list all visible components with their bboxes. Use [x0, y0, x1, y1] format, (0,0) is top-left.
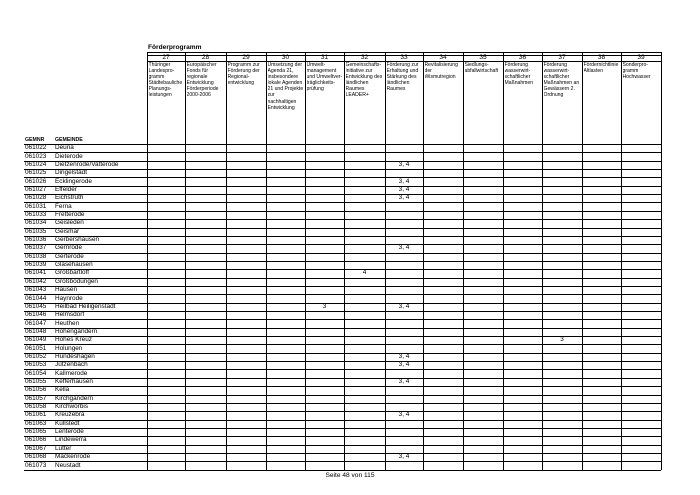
- table-row-line: [24, 378, 661, 379]
- table-row-line: [24, 152, 661, 153]
- cell-value: 3: [560, 336, 564, 344]
- municipality-code: 061052: [25, 352, 47, 360]
- municipality-code: 061024: [25, 160, 47, 168]
- table-row-line: [24, 319, 661, 320]
- program-description: Umwelt-management und Umweltver-träglichkeits-prüfung: [306, 62, 343, 93]
- municipality-name: Kella: [55, 386, 70, 394]
- cell-value: 3, 4: [398, 352, 410, 360]
- column-divider: [661, 52, 662, 470]
- table-row-line: [24, 453, 661, 454]
- municipality-code: 061031: [25, 202, 47, 210]
- cell-value: 3, 4: [398, 160, 410, 168]
- program-description: Programm zur Förderung der Regional-entwicklung: [227, 62, 260, 87]
- program-number: 30: [281, 54, 290, 62]
- municipality-name: Jützenbach: [55, 361, 88, 369]
- program-number: 32: [360, 54, 369, 62]
- municipality-code: 061043: [25, 286, 47, 294]
- municipality-name: Dingelstädt: [55, 169, 87, 177]
- municipality-name: Holungen: [55, 344, 83, 352]
- cell-value: 3, 4: [398, 453, 410, 461]
- table-row-line: [24, 361, 661, 362]
- municipality-name: Glasehausen: [55, 261, 93, 269]
- cell-value: 3, 4: [398, 185, 410, 193]
- table-row-line: [24, 403, 661, 404]
- municipality-code: 061068: [25, 453, 47, 461]
- municipality-name: Ecklingerode: [55, 177, 92, 185]
- municipality-code: 061042: [25, 277, 47, 285]
- municipality-code: 061054: [25, 369, 47, 377]
- municipality-code: 061037: [25, 244, 47, 252]
- program-number: 35: [479, 54, 487, 62]
- municipality-name: Kallmerode: [55, 369, 88, 377]
- table-row-line: [24, 294, 661, 295]
- cell-value: 3, 4: [398, 302, 410, 310]
- municipality-name: Lutter: [55, 444, 72, 452]
- program-number: 29: [242, 54, 250, 62]
- table-row-line: [24, 269, 661, 270]
- municipality-code: 061044: [25, 294, 47, 302]
- table-row-line: [24, 344, 661, 345]
- header-top-line: [147, 52, 661, 53]
- municipality-name: Lenterode: [55, 428, 84, 436]
- municipality-name: Gernrode: [55, 244, 82, 252]
- cell-value: 3, 4: [398, 177, 410, 185]
- municipality-name: Heuthen: [55, 319, 80, 327]
- municipality-name: Kefferhausen: [55, 378, 93, 385]
- cell-value: 3, 4: [398, 411, 410, 419]
- program-description: Revitalisierung der Wismutregion: [424, 62, 458, 81]
- program-description: Fördernichtlinie Altlasten: [583, 62, 619, 75]
- municipality-code: 061034: [25, 219, 47, 227]
- program-number: 31: [320, 54, 329, 62]
- program-number: 33: [400, 54, 408, 62]
- municipality-code: 061058: [25, 403, 47, 411]
- municipality-code: 061066: [25, 436, 47, 444]
- program-number: 39: [637, 54, 645, 62]
- table-row-line: [24, 369, 661, 370]
- municipality-code: 061049: [25, 336, 47, 344]
- municipality-code: 061065: [25, 428, 47, 436]
- table-row-line: [24, 244, 661, 245]
- table-row-line: [24, 395, 661, 396]
- program-description: Gemeinschafts-initiative zur Entwicklung des ländlichen Raumes LEADER+: [345, 62, 383, 99]
- municipality-code: 061039: [25, 261, 47, 269]
- municipality-name: Gerbershausen: [55, 236, 100, 244]
- municipality-name: Geismar: [55, 227, 80, 235]
- municipality-name: Dieterode: [55, 152, 83, 160]
- header-bottom-line: [24, 144, 661, 145]
- table-row-line: [24, 169, 661, 170]
- table-row-line: [24, 228, 661, 229]
- program-number: 27: [162, 54, 170, 62]
- municipality-name: Eichstruth: [55, 194, 84, 202]
- municipality-code: 061073: [25, 461, 47, 469]
- program-description: Förderung zur Erhaltung und Stärkung des ländlichen Raumes: [386, 62, 419, 93]
- program-description: Europäischer Fonds für regionale Entwicklung Förderperiode 2000-2006: [186, 62, 219, 99]
- table-row-line: [24, 253, 661, 254]
- municipality-name: Neustadt: [55, 461, 81, 469]
- table-row-line: [24, 261, 661, 262]
- municipality-name: Hohes Kreuz: [55, 336, 92, 344]
- municipality-code: 061057: [25, 394, 47, 402]
- program-description: Umsetzung der Agenda 21, insbesondere lokale Agenden 21 und Projekte zur nachhaltigen Entwicklung: [267, 62, 304, 111]
- table-row-line: [24, 161, 661, 162]
- municipality-name: Helmsdorf: [55, 311, 85, 319]
- municipality-name: Kirchworbis: [55, 403, 89, 411]
- municipality-code: 061038: [25, 252, 47, 260]
- table-row-line: [24, 236, 661, 237]
- municipality-code: 061067: [25, 444, 47, 452]
- cell-value: 3, 4: [398, 244, 410, 252]
- municipality-code: 061041: [25, 269, 47, 277]
- column-header-name: GEMEINDE: [55, 136, 83, 143]
- municipality-name: Hohengandern: [55, 327, 98, 335]
- cell-value: 4: [362, 269, 367, 277]
- table-row-line: [24, 328, 661, 329]
- table-row-line: [24, 186, 661, 187]
- municipality-name: Großbodungen: [55, 277, 98, 285]
- municipality-code: 061035: [25, 227, 47, 235]
- table-title: Förderprogramm: [148, 44, 202, 51]
- municipality-name: Hausen: [55, 286, 78, 294]
- table-row-line: [24, 411, 661, 412]
- municipality-code: 061048: [25, 327, 47, 335]
- municipality-code: 061027: [25, 185, 47, 193]
- table-row-line: [24, 445, 661, 446]
- municipality-name: Lindewerra: [55, 436, 87, 444]
- cell-value: 3, 4: [398, 361, 410, 369]
- municipality-code: 061025: [25, 169, 47, 177]
- municipality-code: 061028: [25, 194, 47, 202]
- municipality-name: Ferna: [55, 202, 72, 210]
- table-row-line: [24, 219, 661, 220]
- municipality-name: Mackenrode: [55, 453, 91, 461]
- program-number: 36: [518, 54, 527, 62]
- table-row-line: [24, 353, 661, 354]
- page-footer: Seite 48 von 115: [325, 472, 375, 479]
- cell-value: 3, 4: [398, 194, 410, 202]
- table-row-line: [24, 436, 661, 437]
- municipality-name: Dietzenrode/Vatterode: [55, 160, 119, 168]
- program-description: Förderung wasserwirt-schaftlicher Maßnahmen an Gewässern 2. Ordnung: [543, 62, 580, 99]
- table-row-line: [24, 177, 661, 178]
- column-header-code: GEMNR: [25, 136, 45, 143]
- program-description: Siedlungs-abfallwirtschaft: [464, 62, 499, 75]
- program-description: Thüringer Landespro-gramm Städtebauliche Planungs-leistungen: [148, 62, 183, 99]
- program-description: Sonderpro-gramm Hochwasser: [622, 62, 651, 81]
- municipality-code: 061022: [25, 144, 47, 152]
- cell-value: 3, 4: [398, 378, 410, 385]
- cell-value: 3: [322, 302, 327, 310]
- table-row-line: [24, 461, 661, 462]
- table-row-line: [24, 211, 661, 212]
- table-row-line: [24, 202, 661, 203]
- table-row-line: [24, 470, 661, 471]
- municipality-code: 061063: [25, 419, 47, 427]
- table-row-line: [24, 428, 661, 429]
- municipality-code: 061047: [25, 319, 47, 327]
- table-row-line: [24, 386, 661, 387]
- table-row-line: [24, 278, 661, 279]
- municipality-name: Heilbad Heiligenstadt: [55, 302, 116, 310]
- program-number: 34: [439, 54, 447, 62]
- municipality-code: 061036: [25, 236, 47, 244]
- municipality-code: 061045: [25, 302, 47, 310]
- municipality-code: 061051: [25, 344, 47, 352]
- municipality-code: 061023: [25, 152, 47, 160]
- municipality-name: Fretterode: [55, 211, 85, 218]
- municipality-name: Kreuzebra: [55, 411, 85, 419]
- municipality-name: Effelder: [55, 185, 77, 193]
- municipality-code: 061055: [25, 378, 47, 385]
- program-number: 28: [201, 54, 210, 62]
- municipality-name: Küllstedt: [55, 419, 80, 427]
- municipality-name: Hundeshagen: [55, 352, 95, 360]
- table-row-line: [24, 420, 661, 421]
- table-row-line: [24, 311, 661, 312]
- municipality-name: Deuna: [55, 144, 74, 152]
- municipality-code: 061033: [25, 211, 47, 218]
- municipality-code: 061053: [25, 361, 47, 369]
- program-description: Förderung wasserwirt-schaftlicher Maßnahmen: [504, 62, 534, 87]
- municipality-name: Geisleden: [55, 219, 84, 227]
- municipality-code: 061046: [25, 311, 47, 319]
- municipality-code: 061026: [25, 177, 47, 185]
- municipality-name: Großbartloff: [55, 269, 89, 277]
- municipality-name: Gerterode: [55, 252, 84, 260]
- municipality-name: Kirchgandern: [55, 394, 94, 402]
- program-number: 37: [558, 54, 566, 62]
- table-row-line: [24, 194, 661, 195]
- municipality-code: 061056: [25, 386, 47, 394]
- municipality-code: 061061: [25, 411, 47, 419]
- table-row-line: [24, 286, 661, 287]
- program-number: 38: [597, 54, 606, 62]
- municipality-name: Haynrode: [55, 294, 83, 302]
